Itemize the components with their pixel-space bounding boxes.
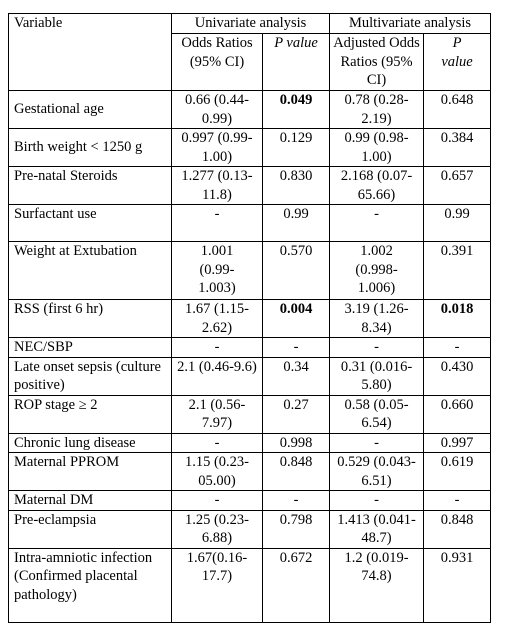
cell-uni-p: 0.798 bbox=[263, 510, 330, 548]
cell-uni-or: 1.67(0.16-17.7) bbox=[172, 548, 263, 622]
cell-multi-p: 0.391 bbox=[424, 242, 491, 300]
cell-multi-p: 0.430 bbox=[424, 357, 491, 395]
cell-uni-p: 0.998 bbox=[263, 433, 330, 453]
table-row bbox=[9, 433, 491, 453]
cell-uni-or: - bbox=[172, 491, 263, 511]
results-table bbox=[8, 13, 491, 623]
cell-variable: Pre-natal Steroids bbox=[9, 167, 172, 205]
cell-variable: Surfactant use bbox=[9, 205, 172, 242]
table-row bbox=[9, 491, 491, 511]
table-row bbox=[9, 205, 491, 242]
cell-multi-p: 0.619 bbox=[424, 453, 491, 491]
cell-multi-or: 1.2 (0.019-74.8) bbox=[330, 548, 424, 622]
cell-uni-or: 1.001 (0.99-1.003) bbox=[172, 242, 263, 300]
cell-uni-p: 0.672 bbox=[263, 548, 330, 622]
cell-multi-p: 0.931 bbox=[424, 548, 491, 622]
cell-variable: Maternal PPROM bbox=[9, 453, 172, 491]
cell-uni-or: - bbox=[172, 338, 263, 358]
cell-multi-or: 0.529 (0.043-6.51) bbox=[330, 453, 424, 491]
cell-variable: ROP stage ≥ 2 bbox=[9, 395, 172, 433]
cell-variable: Gestational age bbox=[9, 91, 172, 129]
cell-uni-p: 0.570 bbox=[263, 242, 330, 300]
cell-multi-p: 0.384 bbox=[424, 129, 491, 167]
cell-uni-or: 1.67 (1.15-2.62) bbox=[172, 300, 263, 338]
cell-multi-or: 3.19 (1.26-8.34) bbox=[330, 300, 424, 338]
cell-uni-or: - bbox=[172, 205, 263, 242]
cell-uni-p: 0.830 bbox=[263, 167, 330, 205]
cell-multi-p: 0.648 bbox=[424, 91, 491, 129]
cell-multi-or: 2.168 (0.07-65.66) bbox=[330, 167, 424, 205]
cell-multi-p: 0.657 bbox=[424, 167, 491, 205]
cell-uni-p: 0.27 bbox=[263, 395, 330, 433]
header-uni-p-value: P value bbox=[263, 34, 330, 91]
cell-variable: Maternal DM bbox=[9, 491, 172, 511]
table-row bbox=[9, 338, 491, 358]
header-univariate: Univariate analysis bbox=[172, 14, 330, 34]
cell-multi-p: 0.99 bbox=[424, 205, 491, 242]
cell-multi-or: 0.99 (0.98-1.00) bbox=[330, 129, 424, 167]
cell-multi-p: 0.997 bbox=[424, 433, 491, 453]
cell-uni-or: 2.1 (0.56-7.97) bbox=[172, 395, 263, 433]
cell-uni-or: 1.15 (0.23-05.00) bbox=[172, 453, 263, 491]
cell-multi-p: 0.660 bbox=[424, 395, 491, 433]
header-row-1 bbox=[9, 14, 491, 34]
cell-variable: RSS (first 6 hr) bbox=[9, 300, 172, 338]
header-multi-p-value: P value bbox=[424, 34, 491, 91]
table-row bbox=[9, 242, 491, 300]
cell-uni-or: 0.997 (0.99-1.00) bbox=[172, 129, 263, 167]
cell-multi-or: - bbox=[330, 433, 424, 453]
cell-variable: NEC/SBP bbox=[9, 338, 172, 358]
cell-multi-p: 0.848 bbox=[424, 510, 491, 548]
cell-uni-p: 0.99 bbox=[263, 205, 330, 242]
header-uni-odds-ratios: Odds Ratios (95% CI) bbox=[172, 34, 263, 91]
header-multi-adjusted-odds-ratios: Adjusted Odds Ratios (95% CI) bbox=[330, 34, 424, 91]
table-row bbox=[9, 91, 491, 129]
cell-multi-or: 1.002 (0.998-1.006) bbox=[330, 242, 424, 300]
table-row bbox=[9, 167, 491, 205]
cell-multi-or: 0.58 (0.05-6.54) bbox=[330, 395, 424, 433]
cell-variable: Birth weight < 1250 g bbox=[9, 129, 172, 167]
table-row bbox=[9, 300, 491, 338]
cell-uni-or: 0.66 (0.44-0.99) bbox=[172, 91, 263, 129]
cell-multi-or: - bbox=[330, 205, 424, 242]
cell-uni-p: 0.129 bbox=[263, 129, 330, 167]
cell-multi-or: 1.413 (0.041-48.7) bbox=[330, 510, 424, 548]
table-row bbox=[9, 357, 491, 395]
cell-multi-or: - bbox=[330, 491, 424, 511]
table-row bbox=[9, 129, 491, 167]
header-variable: Variable bbox=[9, 14, 172, 91]
table-row bbox=[9, 453, 491, 491]
cell-variable: Late onset sepsis (culture positive) bbox=[9, 357, 172, 395]
cell-multi-p: - bbox=[424, 338, 491, 358]
header-multivariate: Multivariate analysis bbox=[330, 14, 491, 34]
cell-uni-p: - bbox=[263, 338, 330, 358]
cell-uni-p: 0.34 bbox=[263, 357, 330, 395]
cell-variable: Intra-amniotic infection (Confirmed placental pathology) bbox=[9, 548, 172, 622]
cell-uni-or: 1.277 (0.13-11.8) bbox=[172, 167, 263, 205]
cell-multi-or: 0.31 (0.016-5.80) bbox=[330, 357, 424, 395]
cell-variable: Weight at Extubation bbox=[9, 242, 172, 300]
table-row bbox=[9, 548, 491, 622]
cell-multi-or: 0.78 (0.28-2.19) bbox=[330, 91, 424, 129]
cell-uni-p: 0.049 bbox=[263, 91, 330, 129]
cell-multi-p: 0.018 bbox=[424, 300, 491, 338]
table-row bbox=[9, 510, 491, 548]
cell-uni-or: - bbox=[172, 433, 263, 453]
cell-uni-or: 1.25 (0.23-6.88) bbox=[172, 510, 263, 548]
cell-variable: Pre-eclampsia bbox=[9, 510, 172, 548]
cell-uni-p: 0.848 bbox=[263, 453, 330, 491]
cell-uni-p: 0.004 bbox=[263, 300, 330, 338]
cell-multi-or: - bbox=[330, 338, 424, 358]
table-row bbox=[9, 395, 491, 433]
cell-variable: Chronic lung disease bbox=[9, 433, 172, 453]
cell-multi-p: - bbox=[424, 491, 491, 511]
cell-uni-or: 2.1 (0.46-9.6) bbox=[172, 357, 263, 395]
cell-uni-p: - bbox=[263, 491, 330, 511]
